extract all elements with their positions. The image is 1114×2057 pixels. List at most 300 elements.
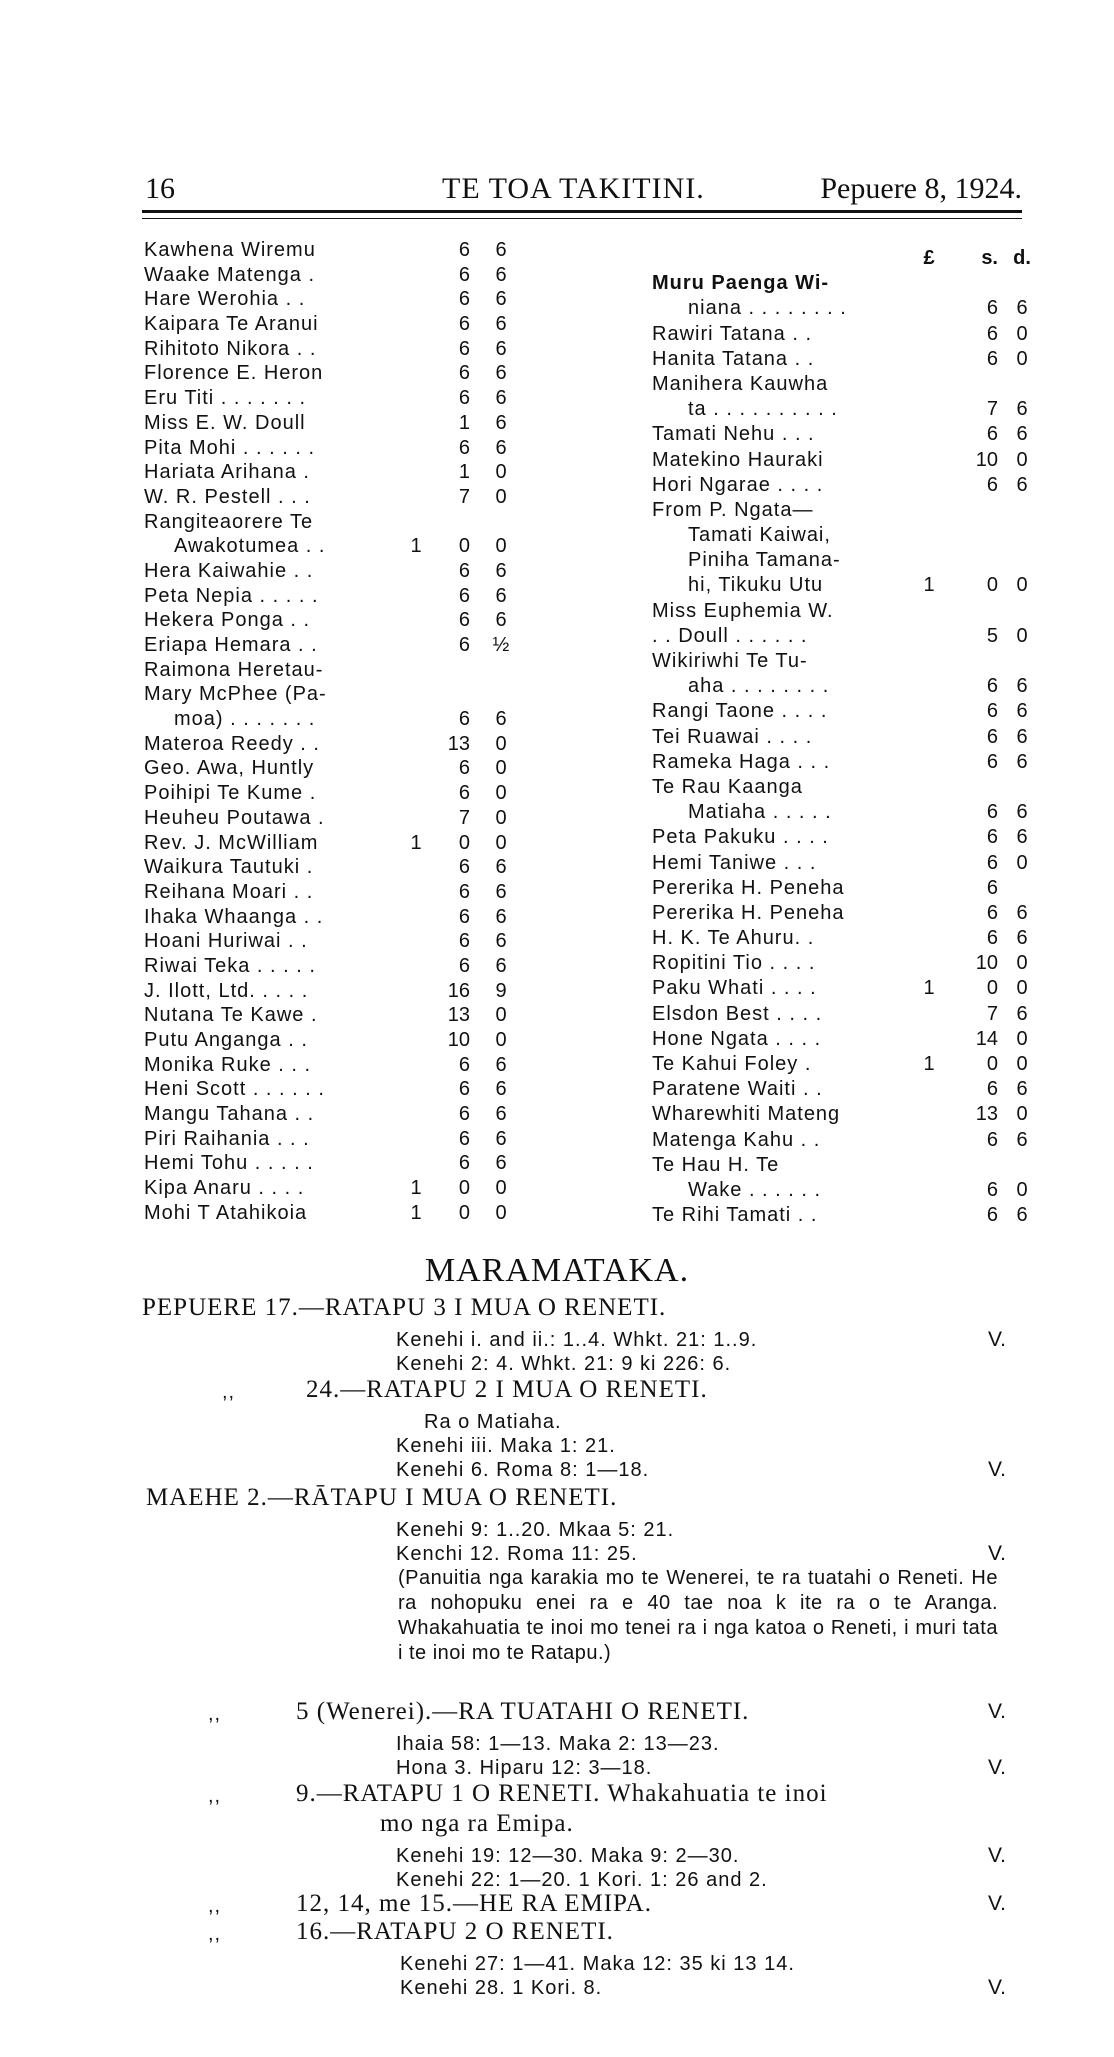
ditto-mark: ,, <box>208 1785 222 1807</box>
subscriber-name: J. Ilott, Ltd. . . . . <box>144 979 309 1002</box>
amount-shillings: 6 <box>458 288 470 311</box>
subscriber-name: Nutana Te Kawe . <box>144 1004 318 1027</box>
page-header <box>142 172 1022 212</box>
subscriber-name: Ihaka Whaanga . . <box>144 905 324 928</box>
amount-pence: 0 <box>1016 1178 1028 1201</box>
subscriber-name: Hemi Taniwe . . . <box>652 851 817 874</box>
amount-shillings: 6 <box>986 901 998 924</box>
calendar-heading: MAEHE 2.—RĀTAPU I MUA O RENETI. <box>146 1484 618 1511</box>
subscription-row <box>144 287 534 312</box>
subscriber-name: Heuheu Poutawa . <box>144 806 325 829</box>
amount-shillings: 6 <box>458 337 470 360</box>
header-rule-thin <box>142 218 1022 219</box>
subscriber-name: Pita Mohi . . . . . . <box>144 436 316 459</box>
subscription-row <box>652 1077 1032 1102</box>
subscription-row <box>652 1027 1032 1052</box>
amount-shillings: 1 <box>458 461 470 484</box>
amount-shillings: 10 <box>975 952 998 975</box>
amount-pence: 6 <box>495 387 507 410</box>
subscription-row <box>652 1203 1032 1228</box>
amount-shillings: 5 <box>986 624 998 647</box>
amount-shillings: 6 <box>458 609 470 632</box>
amount-pence: 6 <box>495 880 507 903</box>
amount-pence: 6 <box>495 930 507 953</box>
subscriber-name: Eru Titi . . . . . . . <box>144 387 307 410</box>
amount-shillings: 6 <box>458 880 470 903</box>
amount-pence: 6 <box>495 1127 507 1150</box>
amount-pence: 6 <box>495 263 507 286</box>
amount-pence: 6 <box>1016 398 1028 421</box>
subscription-row <box>144 707 534 732</box>
amount-shillings: 6 <box>986 322 998 345</box>
pence-header: d. <box>1013 247 1031 269</box>
vestment-mark: V. <box>988 1700 1006 1723</box>
amount-shillings: 0 <box>986 1053 998 1075</box>
subscription-row <box>652 674 1032 699</box>
amount-pounds: 1 <box>410 535 422 558</box>
subscription-row <box>144 559 534 584</box>
subscriber-name: Manihera Kauwha <box>652 372 829 395</box>
amount-pence: 6 <box>495 559 507 582</box>
subscription-row <box>144 1028 534 1053</box>
amount-shillings: 13 <box>447 732 470 755</box>
subscriber-name: moa) . . . . . . . <box>174 708 316 731</box>
amount-pence: 6 <box>1016 297 1028 320</box>
subscriber-name: Rawiri Tatana . . <box>652 322 813 345</box>
vestment-mark: V. <box>988 1542 1006 1565</box>
amount-pence: 0 <box>495 757 507 780</box>
amount-pence: 0 <box>495 806 507 829</box>
vestment-mark: V. <box>988 1892 1006 1915</box>
amount-shillings: 6 <box>458 584 470 607</box>
subscription-row <box>652 1178 1032 1203</box>
subscriber-name: Hoani Huriwai . . <box>144 930 308 953</box>
amount-pence: 0 <box>1016 347 1028 370</box>
amount-pence: 6 <box>495 584 507 607</box>
subscription-row <box>652 322 1032 347</box>
amount-shillings: 6 <box>986 473 998 496</box>
amount-pence: 6 <box>1016 927 1028 950</box>
subscription-row <box>144 658 534 683</box>
header-rule-thick <box>142 210 1022 213</box>
amount-pence: 6 <box>495 905 507 928</box>
amount-shillings: 7 <box>458 485 470 508</box>
calendar-reading: Kenehi 2: 4. Whkt. 21: 9 ki 226: 6. <box>396 1353 732 1375</box>
subscription-row <box>144 312 534 337</box>
amount-pounds: 1 <box>410 831 422 854</box>
amount-pence: 6 <box>495 337 507 360</box>
amount-pounds: 1 <box>410 1201 422 1224</box>
subscriber-name: Pererika H. Peneha <box>652 901 845 924</box>
subscriber-name: Matiaha . . . . . <box>688 801 832 824</box>
subscription-row <box>652 523 1032 548</box>
subscription-row <box>652 599 1032 624</box>
calendar-reading: Kenehi iii. Maka 1: 21. <box>396 1435 616 1457</box>
calendar-reading: Kenehi 9: 1..20. Mkaa 5: 21. <box>396 1519 675 1541</box>
amount-pounds: 1 <box>923 977 935 1000</box>
subscription-row <box>144 1102 534 1127</box>
subscription-row <box>144 411 534 436</box>
subscription-row <box>652 876 1032 901</box>
amount-shillings: 7 <box>986 398 998 421</box>
subscriber-name: From P. Ngata— <box>652 498 814 521</box>
amount-shillings: 6 <box>986 1204 998 1227</box>
subscriber-name: Rev. J. McWilliam <box>144 831 319 854</box>
amount-pence: 6 <box>495 288 507 311</box>
amount-shillings: 10 <box>447 1029 470 1051</box>
amount-shillings: 0 <box>458 1177 470 1200</box>
subscription-row <box>144 806 534 831</box>
amount-pounds: 1 <box>923 1053 935 1075</box>
calendar-heading: 16.—RATAPU 2 O RENETI. <box>296 1918 614 1945</box>
subscription-row <box>144 263 534 288</box>
subscriber-name: Tamati Nehu . . . <box>652 423 815 446</box>
subscriber-name: Reihana Moari . . <box>144 880 314 903</box>
amount-pence: 0 <box>1016 448 1028 471</box>
subscription-row <box>652 901 1032 926</box>
amount-pence: 6 <box>1016 901 1028 924</box>
subscription-row <box>652 624 1032 649</box>
subscription-row <box>144 855 534 880</box>
amount-pence: 0 <box>1016 952 1028 975</box>
ditto-mark: ,, <box>208 1923 222 1945</box>
amount-pence: 0 <box>1016 1027 1028 1050</box>
amount-pence: 9 <box>495 979 507 1002</box>
amount-pence: 6 <box>495 313 507 336</box>
ditto-mark: ,, <box>208 1895 222 1917</box>
subscription-row <box>652 775 1032 800</box>
amount-pence: 0 <box>1016 851 1028 874</box>
amount-pence: 6 <box>1016 1128 1028 1151</box>
subscription-row <box>144 954 534 979</box>
amount-shillings: 0 <box>458 831 470 854</box>
amount-pence: 0 <box>495 535 507 558</box>
amount-shillings: 6 <box>458 856 470 879</box>
subscriber-name: Ropitini Tio . . . . <box>652 952 816 975</box>
subscription-row <box>144 361 534 386</box>
amount-pence: 0 <box>1016 624 1028 647</box>
subscription-row <box>652 422 1032 447</box>
subscriber-name: Mangu Tahana . . <box>144 1103 315 1126</box>
subscription-row <box>144 781 534 806</box>
subscription-row <box>144 1003 534 1028</box>
subscriber-name: Te Kahui Foley . <box>652 1053 812 1075</box>
subscriber-name: Hekera Ponga . . <box>144 609 311 632</box>
subscriber-name: Hanita Tatana . . <box>652 347 815 370</box>
amount-shillings: 6 <box>458 239 470 261</box>
subscriber-name: Muru Paenga Wi- <box>652 272 830 295</box>
subscription-row <box>652 951 1032 976</box>
amount-shillings: 6 <box>458 1152 470 1175</box>
subscription-row <box>652 372 1032 397</box>
subscription-row <box>144 460 534 485</box>
subscription-row <box>144 436 534 461</box>
amount-shillings: 16 <box>447 979 470 1002</box>
amount-shillings: 6 <box>458 708 470 731</box>
subscription-row <box>652 750 1032 775</box>
subscriber-name: Peta Nepia . . . . . <box>144 584 319 607</box>
amount-shillings: 7 <box>458 806 470 829</box>
subscription-row <box>144 1176 534 1201</box>
vestment-mark: V. <box>988 1756 1006 1779</box>
subscription-row <box>652 976 1032 1001</box>
calendar-heading: PEPUERE 17.—RATAPU 3 I MUA O RENETI. <box>142 1294 667 1321</box>
amount-shillings: 6 <box>458 757 470 780</box>
subscription-row <box>652 548 1032 573</box>
subscriber-name: Matekino Hauraki <box>652 448 824 471</box>
amount-shillings: 6 <box>986 347 998 370</box>
amount-pence: 6 <box>495 1053 507 1076</box>
subscription-row <box>652 296 1032 321</box>
newspaper-title: TE TOA TAKITINI. <box>442 172 705 205</box>
subscriber-name: Waikura Tautuki . <box>144 856 314 879</box>
subscription-row <box>652 271 1032 296</box>
amount-pence: 0 <box>1016 574 1028 597</box>
subscriber-name: Rangi Taone . . . . <box>652 700 828 723</box>
subscription-row <box>652 347 1032 372</box>
amount-shillings: 6 <box>986 1128 998 1151</box>
subscription-row <box>652 1153 1032 1178</box>
subscriber-name: Pererika H. Peneha <box>652 876 845 899</box>
subscription-row <box>652 825 1032 850</box>
amount-pence: 0 <box>495 1004 507 1027</box>
page-number: 16 <box>145 172 175 205</box>
amount-pence: 6 <box>1016 1078 1028 1101</box>
subscription-row <box>652 1052 1032 1077</box>
subscriber-name: W. R. Pestell . . . <box>144 485 311 508</box>
ditto-mark: ,, <box>208 1703 222 1725</box>
calendar-reading: Ihaia 58: 1—13. Maka 2: 13—23. <box>396 1733 720 1755</box>
subscriber-name: Tamati Kaiwai, <box>688 524 831 547</box>
subscription-row <box>144 1077 534 1102</box>
subscriber-name: Kipa Anaru . . . . <box>144 1177 305 1200</box>
vestment-mark: V. <box>988 1328 1006 1351</box>
subscriber-name: Heni Scott . . . . . . <box>144 1078 325 1101</box>
amount-pence: 6 <box>495 411 507 434</box>
subscription-row <box>652 448 1032 473</box>
subscriber-name: Rihitoto Nikora . . <box>144 337 317 360</box>
amount-shillings: 6 <box>986 1078 998 1101</box>
amount-shillings: 6 <box>458 905 470 928</box>
subscriber-name: Peta Pakuku . . . . <box>652 826 829 849</box>
amount-pence: 6 <box>495 1152 507 1175</box>
amount-shillings: 0 <box>458 535 470 558</box>
amount-pence: 6 <box>495 609 507 632</box>
subscription-row <box>144 682 534 707</box>
subscriber-name: Elsdon Best . . . . <box>652 1002 823 1025</box>
issue-date: Pepuere 8, 1924. <box>820 172 1022 205</box>
amount-pence: 6 <box>1016 675 1028 698</box>
subscriber-name: Paku Whati . . . . <box>652 977 817 1000</box>
subscriber-name: Florence E. Heron <box>144 362 324 385</box>
subscriber-name: Awakotumea . . <box>174 535 326 558</box>
vestment-mark: V. <box>988 1458 1006 1481</box>
amount-pence: 6 <box>495 708 507 731</box>
amount-shillings: 6 <box>458 1053 470 1076</box>
subscription-row <box>652 699 1032 724</box>
amount-pence: 0 <box>495 1177 507 1200</box>
subscription-row <box>144 929 534 954</box>
amount-pence: 6 <box>495 1078 507 1101</box>
amount-pence: 0 <box>495 1029 507 1051</box>
maramataka-title: MARAMATAKA. <box>424 1252 690 1289</box>
subscriber-name: Rameka Haga . . . <box>652 750 831 773</box>
subscriber-name: aha . . . . . . . . <box>688 675 830 698</box>
subscriber-name: Te Hau H. Te <box>652 1153 780 1176</box>
amount-shillings: 0 <box>986 977 998 1000</box>
subscription-row <box>652 851 1032 876</box>
subscriber-name: Materoa Reedy . . <box>144 732 320 755</box>
calendar-heading: 24.—RATAPU 2 I MUA O RENETI. <box>306 1376 708 1403</box>
subscriber-name: Tei Ruawai . . . . <box>652 725 813 748</box>
amount-pence: 6 <box>1016 750 1028 773</box>
calendar-heading: 5 (Wenerei).—RA TUATAHI O RENETI. <box>296 1698 750 1725</box>
amount-pence: 0 <box>495 1201 507 1224</box>
pounds-header: £ <box>923 247 935 269</box>
subscription-row <box>652 800 1032 825</box>
amount-shillings: 6 <box>458 436 470 459</box>
subscription-row <box>144 732 534 757</box>
subscription-row <box>144 831 534 856</box>
amount-shillings: 13 <box>975 1103 998 1126</box>
subscriber-name: Geo. Awa, Huntly <box>144 757 315 780</box>
subscriber-name: niana . . . . . . . . <box>688 297 847 320</box>
amount-pence: 6 <box>1016 700 1028 723</box>
amount-pence: 6 <box>1016 1204 1028 1227</box>
amount-pence: 6 <box>495 954 507 977</box>
amount-shillings: 7 <box>986 1002 998 1025</box>
subscription-row <box>144 386 534 411</box>
shillings-header: s. <box>981 247 998 269</box>
left-subscription-list <box>144 238 534 1226</box>
amount-shillings: 6 <box>458 387 470 410</box>
subscriber-name: Te Rihi Tamati . . <box>652 1204 818 1227</box>
amount-shillings: 6 <box>986 851 998 874</box>
amount-shillings: 6 <box>458 1127 470 1150</box>
amount-shillings: 10 <box>975 448 998 471</box>
amount-shillings: 6 <box>458 362 470 385</box>
calendar-reading: Kenehi 22: 1—20. 1 Kori. 1: 26 and 2. <box>396 1869 768 1891</box>
amount-pence: 0 <box>1016 322 1028 345</box>
calendar-heading: 9.—RATAPU 1 O RENETI. Whakahuatia te inoi <box>296 1780 828 1807</box>
subscriber-name: Poihipi Te Kume . <box>144 782 317 805</box>
amount-shillings: 6 <box>986 297 998 320</box>
amount-shillings: 6 <box>986 801 998 824</box>
subscription-row <box>144 756 534 781</box>
amount-pounds: 1 <box>410 1177 422 1200</box>
ditto-mark: ,, <box>222 1381 236 1403</box>
subscriber-name: ta . . . . . . . . . . <box>688 398 838 421</box>
amount-shillings: 6 <box>986 675 998 698</box>
calendar-heading: 12, 14, me 15.—HE RA EMIPA. <box>296 1890 652 1917</box>
amount-pence: 0 <box>495 485 507 508</box>
subscriber-name: Hera Kaiwahie . . <box>144 559 314 582</box>
subscription-row <box>652 649 1032 674</box>
subscriber-name: . . Doull . . . . . . <box>652 624 808 647</box>
subscriber-name: Hemi Tohu . . . . . <box>144 1152 314 1175</box>
subscription-row <box>144 584 534 609</box>
subscription-row <box>144 1201 534 1226</box>
calendar-heading: mo nga ra Emipa. <box>380 1810 574 1837</box>
amount-shillings: 6 <box>986 700 998 723</box>
subscriber-name: Hone Ngata . . . . <box>652 1027 822 1050</box>
subscriber-name: Hare Werohia . . <box>144 288 306 311</box>
amount-pence: 6 <box>495 362 507 385</box>
subscriber-name: Miss E. W. Doull <box>144 411 306 434</box>
subscriber-name: Hariata Arihana . <box>144 461 310 484</box>
amount-shillings: 6 <box>458 954 470 977</box>
calendar-reading: Ra o Matiaha. <box>424 1411 562 1433</box>
calendar-reading: Hona 3. Hiparu 12: 3—18. <box>396 1757 653 1779</box>
amount-pence: 0 <box>1016 977 1028 1000</box>
subscription-row <box>652 473 1032 498</box>
amount-pence: 6 <box>495 1103 507 1126</box>
subscriber-name: Miss Euphemia W. <box>652 599 834 622</box>
amount-pence: 6 <box>495 856 507 879</box>
amount-shillings: 6 <box>458 559 470 582</box>
subscription-row <box>144 1053 534 1078</box>
subscriber-name: Riwai Teka . . . . . <box>144 954 316 977</box>
subscriber-name: Kaipara Te Aranui <box>144 313 319 336</box>
subscriber-name: Hori Ngarae . . . . <box>652 473 824 496</box>
amount-shillings: 6 <box>458 930 470 953</box>
amount-shillings: 6 <box>458 263 470 286</box>
amount-pence: 6 <box>1016 1002 1028 1025</box>
amount-pence: 0 <box>495 461 507 484</box>
amount-shillings: 6 <box>458 782 470 805</box>
subscription-row <box>144 608 534 633</box>
subscriber-name: Paratene Waiti . . <box>652 1078 823 1101</box>
subscriber-name: Matenga Kahu . . <box>652 1128 821 1151</box>
subscriber-name: Kawhena Wiremu <box>144 239 316 261</box>
amount-pence: 0 <box>495 732 507 755</box>
amount-pence: 0 <box>1016 1103 1028 1126</box>
amount-pence: ½ <box>492 634 510 656</box>
subscription-row <box>144 905 534 930</box>
calendar-reading: Kenchi 12. Roma 11: 25. <box>396 1543 638 1565</box>
vestment-mark: V. <box>988 1976 1006 1999</box>
subscriber-name: Wikiriwhi Te Tu- <box>652 650 808 672</box>
subscriber-name: Rangiteaorere Te <box>144 510 314 533</box>
subscription-row <box>144 510 534 535</box>
amount-pounds: 1 <box>923 574 935 597</box>
amount-shillings: 6 <box>458 1103 470 1126</box>
subscriber-name: Mary McPhee (Pa- <box>144 683 327 706</box>
subscriber-name: Eriapa Hemara . . <box>144 634 318 656</box>
calendar-reading: Kenehi 19: 12—30. Maka 9: 2—30. <box>396 1845 740 1867</box>
subscription-row <box>652 1002 1032 1027</box>
subscriber-name: Te Rau Kaanga <box>652 775 803 798</box>
subscription-row <box>652 573 1032 598</box>
subscription-row <box>144 238 534 263</box>
amount-shillings: 6 <box>458 634 470 656</box>
amount-pence: 0 <box>495 782 507 805</box>
subscriber-name: Waake Matenga . <box>144 263 316 286</box>
subscription-row <box>144 633 534 658</box>
amount-shillings: 6 <box>986 826 998 849</box>
subscriber-name: Monika Ruke . . . <box>144 1053 312 1076</box>
amount-pence: 6 <box>495 436 507 459</box>
amount-shillings: 6 <box>986 750 998 773</box>
amount-pence: 0 <box>1016 1053 1028 1075</box>
subscriber-name: Putu Anganga . . <box>144 1029 308 1051</box>
currency-header-row <box>652 246 1032 271</box>
vestment-mark: V. <box>988 1844 1006 1867</box>
subscriber-name: Wharewhiti Mateng <box>652 1103 841 1126</box>
calendar-reading: Kenehi i. and ii.: 1..4. Whkt. 21: 1..9. <box>396 1329 758 1351</box>
subscription-row <box>144 1127 534 1152</box>
subscription-row <box>652 1102 1032 1127</box>
